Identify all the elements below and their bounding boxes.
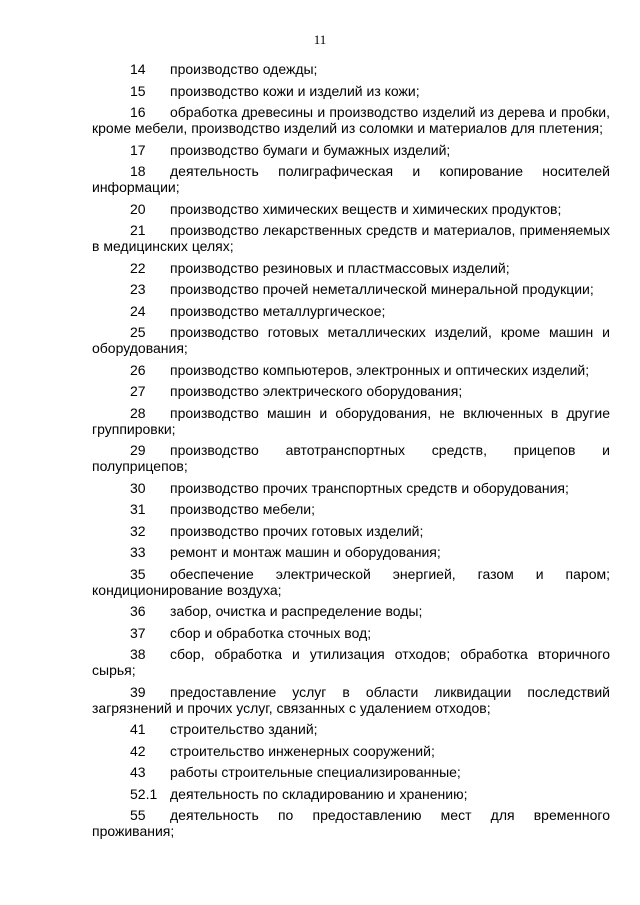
- list-item: [92, 142, 610, 158]
- item-code: 16: [130, 104, 146, 120]
- item-text: производство бумаги и бумажных изделий;: [170, 141, 451, 158]
- item-code: 31: [130, 501, 146, 517]
- item-text: сбор, обработка и утилизация отходов; обработка вторичного сырья;: [92, 646, 610, 678]
- item-text: предоставление услуг в области ликвидации последствий загрязнений и прочих услуг, связанных с удалением отходов;: [92, 683, 610, 716]
- item-text: деятельность по складированию и хранению;: [170, 785, 468, 802]
- list-item: [92, 281, 610, 297]
- item-code: 52.1: [130, 785, 158, 802]
- item-text: деятельность полиграфическая и копирование носителей информации;: [92, 163, 610, 195]
- item-text: производство прочих готовых изделий;: [170, 522, 424, 539]
- item-text: производство компьютеров, электронных и оптических изделий;: [170, 361, 590, 378]
- item-code: 20: [130, 200, 146, 217]
- list-item: [92, 303, 610, 319]
- list-item: [92, 721, 610, 737]
- item-text: производство лекарственных средств и материалов, применяемых в медицинских целях;: [92, 222, 610, 254]
- item-text: производство кожи и изделий из кожи;: [170, 82, 420, 99]
- item-text: строительство инженерных сооружений;: [170, 742, 435, 759]
- item-text: строительство зданий;: [170, 721, 318, 737]
- item-code: 37: [130, 624, 146, 641]
- item-code: 35: [130, 565, 146, 582]
- list-item: [92, 163, 610, 195]
- list-item: [92, 566, 610, 598]
- list-item: [92, 786, 610, 802]
- list-item: [92, 764, 610, 780]
- item-code: 55: [130, 807, 146, 823]
- item-text: забор, очистка и распределение воды;: [170, 603, 423, 619]
- item-text: производство автотранспортных средств, прицепов и полуприцепов;: [92, 442, 610, 474]
- list-item: [92, 201, 610, 217]
- list-item: [92, 260, 610, 276]
- item-code: 30: [130, 479, 146, 496]
- item-code: 42: [130, 742, 146, 759]
- page-number: 11: [313, 32, 327, 47]
- list-item: [92, 603, 610, 619]
- item-text: производство мебели;: [170, 501, 316, 517]
- item-code: 21: [130, 222, 146, 238]
- item-text: производство резиновых и пластмассовых изделий;: [170, 259, 510, 276]
- list-item: [92, 646, 610, 678]
- item-code: 28: [130, 404, 146, 421]
- okved-code-list: [92, 61, 610, 845]
- item-text: производство машин и оборудования, не включенных в другие группировки;: [92, 404, 610, 437]
- list-item: [92, 104, 610, 136]
- list-item: [92, 523, 610, 539]
- item-code: 18: [130, 163, 146, 179]
- item-code: 22: [130, 259, 146, 276]
- item-text: производство прочей неметаллической минеральной продукции;: [170, 281, 594, 297]
- item-text: работы строительные специализированные;: [170, 764, 461, 780]
- list-item: [92, 383, 610, 399]
- item-code: 25: [130, 324, 146, 340]
- item-text: производство электрического оборудования;: [170, 383, 463, 399]
- list-item: [92, 480, 610, 496]
- item-text: производство готовых металлических изделий, кроме машин и оборудования;: [92, 324, 610, 356]
- item-code: 14: [130, 61, 146, 77]
- list-item: [92, 743, 610, 759]
- item-text: производство металлургическое;: [170, 302, 386, 319]
- item-code: 27: [130, 383, 146, 399]
- item-code: 29: [130, 442, 146, 458]
- item-code: 33: [130, 544, 146, 560]
- list-item: [92, 222, 610, 254]
- list-item: [92, 83, 610, 99]
- item-text: производство одежды;: [170, 61, 318, 77]
- list-item: [92, 684, 610, 716]
- item-code: 23: [130, 281, 146, 297]
- list-item: [92, 324, 610, 356]
- list-item: [92, 405, 610, 437]
- item-code: 15: [130, 82, 146, 99]
- list-item: [92, 544, 610, 560]
- item-text: ремонт и монтаж машин и оборудования;: [170, 544, 441, 560]
- item-code: 43: [130, 764, 146, 780]
- item-text: сбор и обработка сточных вод;: [170, 624, 372, 641]
- item-code: 38: [130, 646, 146, 662]
- item-text: обработка древесины и производство изделий из дерева и пробки, кроме мебели, производство изделий из соломки и материалов для плетения;: [92, 104, 610, 136]
- item-code: 17: [130, 141, 146, 158]
- item-code: 39: [130, 683, 146, 700]
- item-text: производство прочих транспортных средств и оборудования;: [170, 479, 569, 496]
- item-code: 32: [130, 522, 146, 539]
- list-item: [92, 362, 610, 378]
- item-code: 24: [130, 302, 146, 319]
- item-code: 36: [130, 603, 146, 619]
- item-text: деятельность по предоставлению мест для временного проживания;: [92, 807, 610, 839]
- item-code: 41: [130, 721, 146, 737]
- list-item: [92, 807, 610, 839]
- list-item: [92, 625, 610, 641]
- item-code: 26: [130, 361, 146, 378]
- item-text: обеспечение электрической энергией, газом и паром; кондиционирование воздуха;: [92, 565, 610, 598]
- list-item: [92, 442, 610, 474]
- list-item: [92, 501, 610, 517]
- list-item: [92, 61, 610, 77]
- item-text: производство химических веществ и химических продуктов;: [170, 200, 562, 217]
